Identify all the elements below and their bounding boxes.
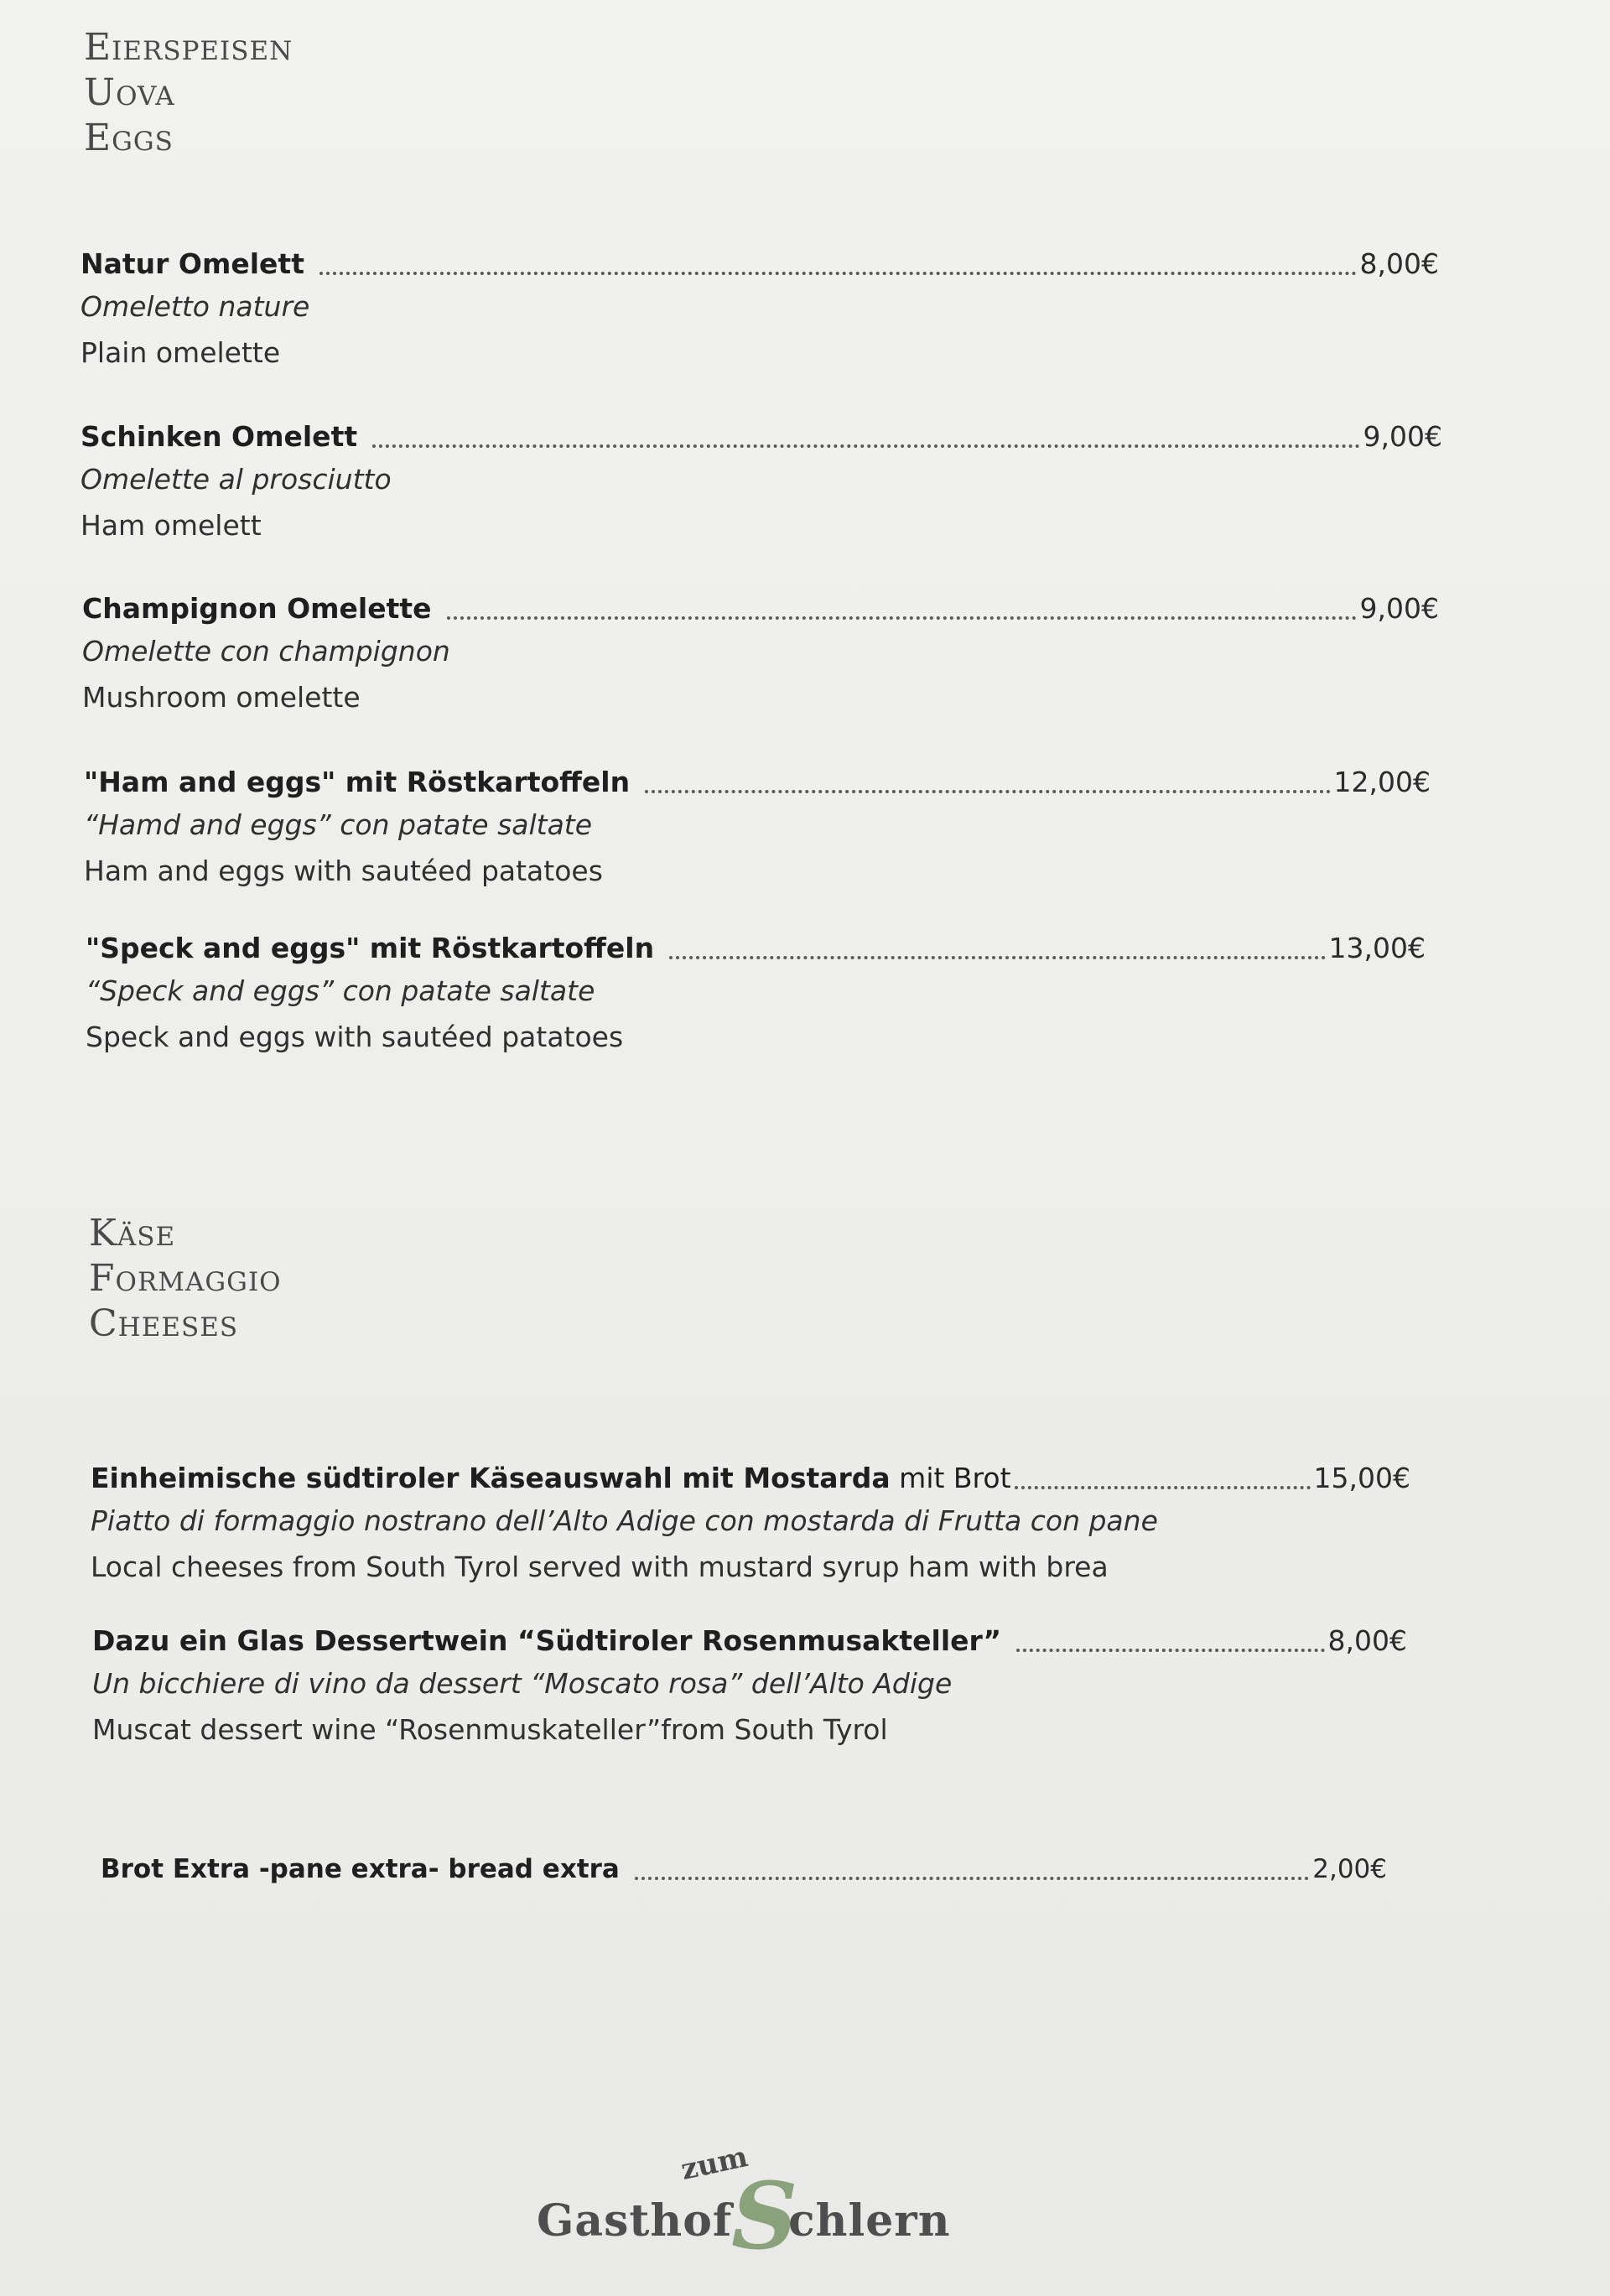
item-name: Brot Extra -pane extra- bread extra — [101, 1854, 620, 1884]
dot-leader — [669, 956, 1325, 959]
item-name-italian: Omeletto nature — [80, 290, 310, 323]
item-name: Schinken Omelett — [80, 420, 358, 453]
item-name-italian: Omelette con champignon — [82, 635, 450, 668]
item-price: 2,00€ — [1312, 1854, 1387, 1884]
menu-item — [84, 763, 1431, 894]
item-name: "Speck and eggs" mit Röstkartoffeln — [86, 932, 655, 964]
item-price: 12,00€ — [1333, 766, 1431, 798]
item-name-english: Mushroom omelette — [82, 681, 361, 714]
dot-leader — [635, 1877, 1309, 1880]
menu-item — [86, 929, 1426, 1060]
dot-leader — [319, 272, 1357, 275]
item-name-italian: Un bicchiere di vino da dessert “Moscato rosa” dell’Alto Adige — [92, 1667, 953, 1700]
item-name-english: Ham and eggs with sautéed patatoes — [84, 855, 603, 887]
dot-leader — [447, 616, 1357, 620]
item-price: 15,00€ — [1313, 1462, 1410, 1494]
item-name-english: Speck and eggs with sautéed patatoes — [86, 1021, 624, 1053]
dot-leader — [1015, 1486, 1311, 1489]
item-name: Dazu ein Glas Dessertwein “Südtiroler Rosenmusakteller” — [92, 1624, 1002, 1657]
item-name-english: Local cheeses from South Tyrol served with mustard syrup ham with brea — [91, 1551, 1109, 1583]
menu-item — [92, 1622, 1407, 1753]
menu-item-bread-extra — [101, 1850, 1387, 1888]
item-name: Natur Omelett — [80, 247, 304, 280]
item-price: 13,00€ — [1328, 932, 1426, 964]
item-price: 8,00€ — [1327, 1624, 1407, 1657]
item-name-italian: Omelette al prosciutto — [80, 463, 392, 496]
item-name-italian: Piatto di formaggio nostrano dell’Alto Adige con mostarda di Frutta con pane — [91, 1504, 1158, 1537]
menu-item — [82, 590, 1439, 720]
section-title-eggs: Eierspeisen Uova Eggs — [84, 26, 293, 159]
item-name: Einheimische südtiroler Käseauswahl mit Mostarda mit Brot — [91, 1462, 1011, 1494]
item-name: "Ham and eggs" mit Röstkartoffeln — [84, 766, 631, 798]
item-price: 9,00€ — [1363, 420, 1442, 453]
item-name-english: Ham omelett — [80, 509, 262, 542]
menu-item — [80, 245, 1439, 376]
dot-leader — [645, 790, 1330, 793]
dot-leader — [1016, 1649, 1324, 1652]
item-price: 9,00€ — [1359, 592, 1439, 625]
item-price: 8,00€ — [1359, 247, 1439, 280]
item-name-italian: “Hamd and eggs” con patate saltate — [84, 808, 593, 841]
item-name: Champignon Omelette — [82, 592, 432, 625]
section-title-cheeses: Käse Formaggio Cheeses — [89, 1212, 282, 1345]
dot-leader — [372, 444, 1359, 448]
item-name-english: Muscat dessert wine “Rosenmuskateller”from South Tyrol — [92, 1713, 888, 1746]
menu-item — [80, 418, 1442, 548]
gasthof-logo: zum Gasthof S chlern — [537, 2140, 951, 2270]
menu-item — [91, 1459, 1410, 1590]
item-name-english: Plain omelette — [80, 336, 281, 369]
item-name-italian: “Speck and eggs” con patate saltate — [86, 974, 595, 1007]
